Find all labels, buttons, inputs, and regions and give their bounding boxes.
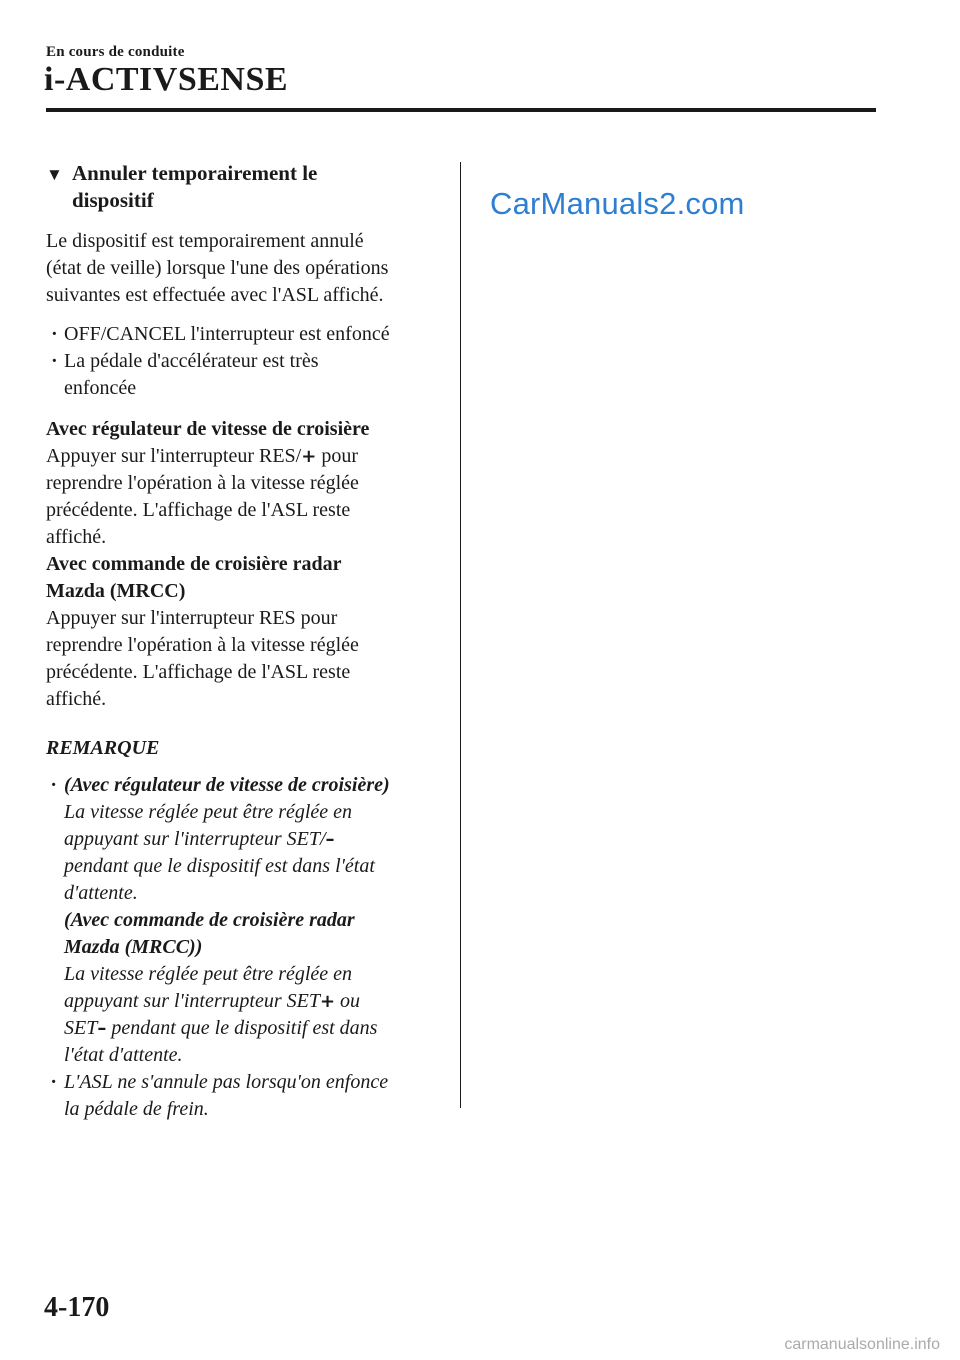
watermark-link[interactable]: CarManuals2.com xyxy=(490,186,745,221)
bullet-icon: · xyxy=(51,1071,56,1093)
list-item xyxy=(46,321,440,348)
text-line: reprendre l'opération à la vitesse réglée xyxy=(46,634,359,656)
list-item-text: La pédale d'accélérateur est très xyxy=(64,350,319,372)
list-item-text: OFF/CANCEL l'interrupteur est enfoncé xyxy=(64,323,390,345)
text-line: pour xyxy=(316,445,358,467)
text-line: précédente. L'affichage de l'ASL reste xyxy=(46,661,351,683)
text-line: pendant que le dispositif est dans xyxy=(106,1017,378,1039)
page-number: 4-170 xyxy=(44,1292,110,1323)
text-line: appuyant sur l'interrupteur SET/ xyxy=(64,828,326,850)
note-subheading: (Avec régulateur de vitesse de croisière) xyxy=(64,774,390,796)
text-line: SET xyxy=(64,1017,98,1039)
mrcc-paragraph xyxy=(46,605,440,713)
bullet-icon: · xyxy=(51,350,58,372)
text-line: Appuyer sur l'interrupteur RES/ xyxy=(46,445,302,467)
mrcc-heading-line: Mazda (MRCC) xyxy=(46,580,186,602)
text-line: Le dispositif est temporairement annulé xyxy=(46,230,364,252)
text-line: reprendre l'opération à la vitesse réglée xyxy=(46,472,359,494)
note-item xyxy=(46,772,440,1069)
text-line: affiché. xyxy=(46,526,107,548)
bullet-icon: · xyxy=(51,323,58,345)
mrcc-heading xyxy=(46,551,440,605)
text-line: suivantes est effectuée avec l'ASL affiché. xyxy=(46,284,384,306)
text-line: affiché. xyxy=(46,688,107,710)
text-line: d'attente. xyxy=(64,882,138,904)
text-line: l'état d'attente. xyxy=(64,1044,183,1066)
text-line: pendant que le dispositif est dans l'état xyxy=(64,855,375,877)
text-line: ou xyxy=(335,990,361,1012)
footer-watermark: carmanualsonline.info xyxy=(784,1336,940,1353)
cruise-paragraph xyxy=(46,443,440,551)
list-item-text: enfoncée xyxy=(64,377,137,399)
note-block xyxy=(46,772,440,1123)
text-line: La vitesse réglée peut être réglée en xyxy=(64,963,353,985)
condition-list xyxy=(46,321,440,402)
text-line: La vitesse réglée peut être réglée en xyxy=(64,801,353,823)
note-subheading: Mazda (MRCC)) xyxy=(64,936,203,958)
list-item xyxy=(46,348,440,402)
text-line: précédente. L'affichage de l'ASL reste xyxy=(46,499,351,521)
text-line: la pédale de frein. xyxy=(64,1098,209,1120)
subsection-heading xyxy=(46,160,440,214)
minus-button-icon: – xyxy=(325,829,335,850)
plus-button-icon: + xyxy=(319,991,336,1012)
note-item xyxy=(46,1069,440,1123)
mrcc-heading-line: Avec commande de croisière radar xyxy=(46,553,342,575)
text-line: Appuyer sur l'interrupteur RES pour xyxy=(46,607,338,629)
column-divider xyxy=(460,162,461,1108)
text-line: L'ASL ne s'annule pas lorsqu'on enfonce xyxy=(64,1071,389,1093)
header-rule xyxy=(46,108,876,112)
note-subheading: (Avec commande de croisière radar xyxy=(64,909,355,931)
cruise-heading: Avec régulateur de vitesse de croisière xyxy=(46,418,370,440)
chapter-title: i-ACTIVSENSE xyxy=(44,61,289,98)
text-line: (état de veille) lorsque l'une des opérations xyxy=(46,257,389,279)
minus-button-icon: – xyxy=(97,1018,107,1039)
text-line: appuyant sur l'interrupteur SET xyxy=(64,990,320,1012)
section-kicker: En cours de conduite xyxy=(46,44,185,60)
left-column xyxy=(46,160,440,1123)
subsection-heading-line: dispositif xyxy=(72,188,154,212)
bullet-icon: · xyxy=(51,774,56,796)
triangle-marker-icon: ▼ xyxy=(46,165,63,184)
subsection-heading-line: Annuler temporairement le xyxy=(72,161,318,185)
intro-paragraph xyxy=(46,228,440,309)
note-title: REMARQUE xyxy=(46,737,160,759)
plus-button-icon: + xyxy=(301,446,317,467)
